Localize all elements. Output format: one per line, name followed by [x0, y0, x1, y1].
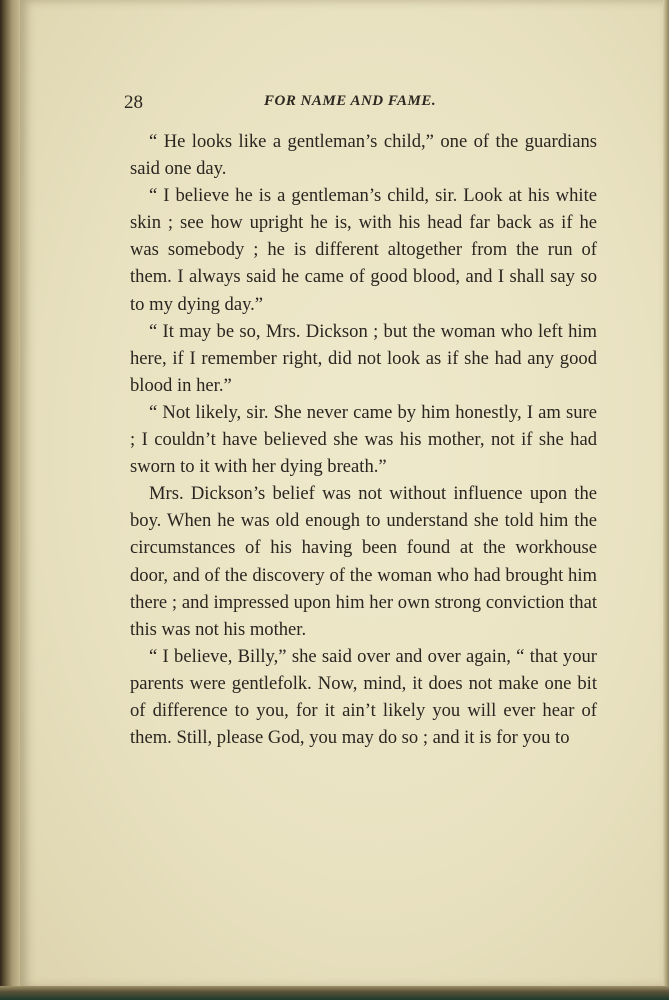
page-number: 28: [124, 92, 143, 113]
paragraph: “ Not likely, sir. She never came by him honestly, I am sure ; I couldn’t have believed she was his mother, not if she had sworn to it with her dying breath.”: [130, 401, 597, 478]
book-page: [20, 0, 663, 988]
running-head: FOR NAME AND FAME.: [264, 93, 437, 109]
paragraph: “ He looks like a gentleman’s child,” one of the guardians said one day.: [130, 131, 597, 180]
paragraph: “ It may be so, Mrs. Dickson ; but the woman who left him here, if I remember right, did not look as if she had any good blood in her.”: [130, 320, 597, 396]
paragraph: “ I believe he is a gentleman’s child, sir. Look at his white skin ; see how upright he is, with his head far back as if he was somebody ; he is different altogether from the run of them. I always said he came of good blood, and I shall say so to my dying day.”: [130, 185, 597, 315]
book-binding: [0, 0, 22, 1000]
paragraph: “ I believe, Billy,” she said over and over again, “ that your parents were gentlefolk. Now, mind, it does not make one bit of difference to you, for it ain’t likely you will ever hear of them. Still, please God, you may do so ; and it is for you to: [130, 645, 597, 749]
paragraph: Mrs. Dickson’s belief was not without influence upon the boy. When he was old enough to understand she told him the circumstances of his having been found at the workhouse door, and of the discovery of the woman who had brought him there ; and impressed upon him her own strong conviction that this was not his mother.: [130, 483, 597, 640]
page-edge: [663, 0, 669, 1000]
book-bottom-edge: [0, 986, 669, 1000]
body-text: [130, 128, 597, 751]
page-header: [124, 90, 594, 116]
